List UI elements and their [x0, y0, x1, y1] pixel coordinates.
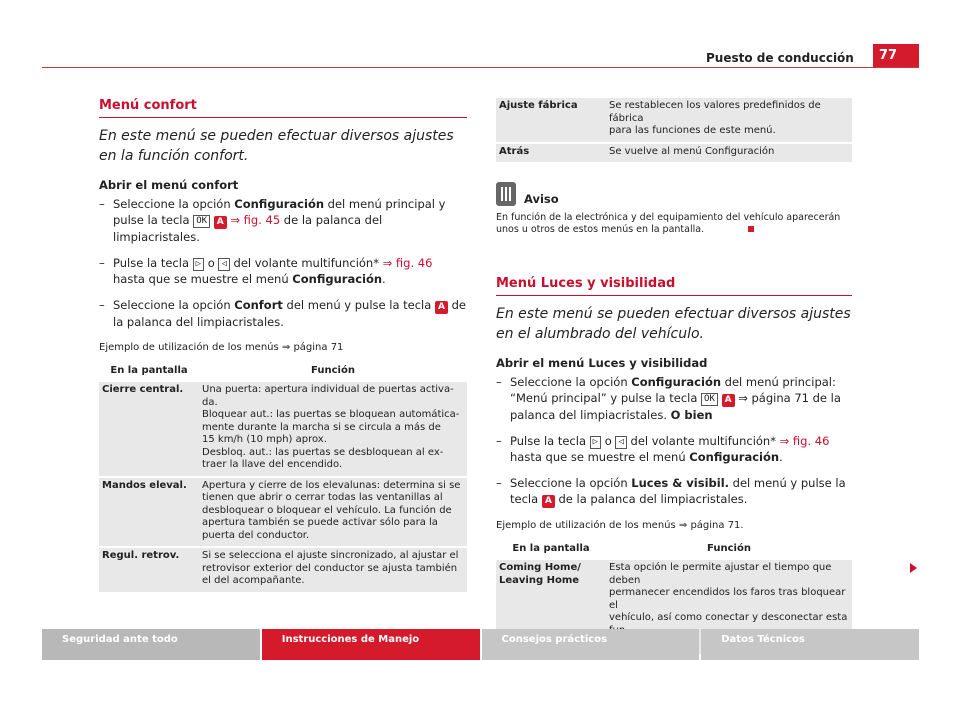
- right-column: [496, 98, 852, 656]
- ok-key-icon: OK: [193, 215, 210, 228]
- menu-option: Configuración: [292, 272, 383, 286]
- cell-line: 15 km/h (10 mph) aprox.: [202, 434, 327, 445]
- footer-nav: [42, 629, 919, 660]
- step-text: del volante multifunción*: [229, 256, 383, 270]
- table-cell-key: Ajuste fábrica: [496, 98, 606, 143]
- intro-confort: En este menú se pueden efectuar diversos ajustes en la función confort.: [99, 128, 454, 164]
- table-row: [99, 547, 467, 593]
- step-text: de la palanca del limpiacristales.: [113, 298, 466, 329]
- cell-line: el del acompañante.: [202, 575, 305, 586]
- step-text: hasta que se muestre el menú: [113, 272, 293, 286]
- cell-line: permanecer encendidos los faros tras bloquear el: [609, 587, 846, 611]
- cell-line: Apertura y cierre de los elevalunas: determina si se: [202, 479, 461, 491]
- or-label: O bien: [670, 408, 713, 422]
- menu-option: Confort: [234, 298, 283, 312]
- step-dash: –: [496, 476, 502, 490]
- menu-option: Luces & visibil.: [631, 476, 730, 490]
- table-header-pantalla: En la pantalla: [110, 365, 188, 376]
- step-dash: –: [496, 375, 502, 389]
- notice-line: unos u otros de estos menús en la pantalla.: [496, 224, 705, 235]
- table-cell-key: Mandos eleval.: [99, 477, 199, 548]
- cell-line: desbloquear o bloquear el vehículo. La función de: [202, 504, 452, 516]
- confort-table-continued: [496, 98, 852, 164]
- step-text: Pulse la tecla: [113, 256, 193, 270]
- example-reference[interactable]: Ejemplo de utilización de los menús ⇒ página 71.: [496, 520, 744, 531]
- cell-line: Leaving Home: [499, 574, 580, 586]
- confort-table: [99, 363, 467, 594]
- step-text: del menú y pulse la tecla: [282, 298, 435, 312]
- button-a-badge: A: [722, 394, 735, 407]
- step-text: de la palanca del limpiacristales.: [554, 492, 748, 506]
- section-title-confort: Menú confort: [99, 98, 467, 118]
- step-text: Seleccione la opción: [113, 197, 235, 211]
- table-cell-value: [606, 98, 852, 143]
- step-item: [496, 374, 852, 423]
- step-text: ⇒ página 71 de la palanca del limpiacristales.: [510, 391, 841, 422]
- step-dash: –: [496, 434, 502, 448]
- cell-line: Coming Home/: [499, 562, 581, 573]
- right-arrow-key-icon: ▷: [193, 258, 204, 271]
- cell-line: Se vuelve al menú Configuración: [609, 145, 775, 157]
- cell-line: mente durante la marcha si se circula a más de: [202, 421, 441, 433]
- cell-line: apertura también se puede activar sólo para la: [202, 517, 438, 528]
- example-reference[interactable]: Ejemplo de utilización de los menús ⇒ página 71: [99, 342, 344, 353]
- subheading-luces: Abrir el menú Luces y visibilidad: [496, 356, 708, 370]
- step-text: del menú y pulse la tecla: [510, 476, 846, 506]
- footer-tab-consejos[interactable]: Consejos prácticos: [482, 629, 700, 660]
- step-item: [99, 196, 467, 245]
- notice-label: Aviso: [524, 192, 559, 206]
- cell-line: para las funciones de este menú.: [609, 125, 776, 136]
- menu-option: Configuración: [234, 197, 325, 211]
- step-text: .: [779, 450, 783, 464]
- cell-line: retrovisor exterior del conductor se ajusta también: [202, 562, 458, 574]
- section-end-marker: [748, 226, 754, 232]
- step-text: hasta que se muestre el menú: [510, 450, 690, 464]
- table-row: [496, 98, 852, 143]
- cell-line: Desbloq. aut.: las puertas se desbloquean al ex-: [202, 446, 444, 458]
- figure-link[interactable]: ⇒ fig. 45: [230, 213, 281, 227]
- notice-line: En función de la electrónica y del equipamiento del vehículo aparecerán: [496, 212, 841, 223]
- table-cell-value: [606, 143, 852, 164]
- step-text: del volante multifunción*: [626, 434, 780, 448]
- table-header-funcion: Función: [707, 543, 751, 554]
- ok-key-icon: OK: [701, 393, 718, 406]
- step-text: o: [204, 256, 219, 270]
- step-text: Seleccione la opción: [113, 298, 235, 312]
- cell-line: Bloquear aut.: las puertas se bloquean automática-: [202, 409, 460, 420]
- right-arrow-key-icon: ▷: [590, 436, 601, 449]
- notice-icon: [496, 182, 516, 206]
- continue-arrow-icon: [910, 563, 917, 573]
- footer-tab-datos[interactable]: Datos Técnicos: [701, 629, 919, 660]
- table-cell-value: [199, 547, 467, 593]
- figure-link[interactable]: ⇒ fig. 46: [779, 434, 830, 448]
- table-row: [99, 477, 467, 548]
- figure-link[interactable]: ⇒ fig. 46: [382, 256, 433, 270]
- table-cell-value: [199, 382, 467, 477]
- step-text: de la palanca del limpiacristales.: [113, 213, 383, 244]
- table-header-pantalla: En la pantalla: [512, 543, 590, 554]
- cell-line: Una puerta: apertura individual de puertas activa-: [202, 384, 454, 395]
- cell-line: traer la llave del encendido.: [202, 459, 343, 470]
- step-text: Seleccione la opción: [510, 375, 632, 389]
- step-dash: –: [99, 197, 105, 211]
- cell-line: Si se selecciona el ajuste sincronizado, al ajustar el: [202, 550, 459, 561]
- step-text: Seleccione la opción: [510, 476, 632, 490]
- step-text: Pulse la tecla: [510, 434, 590, 448]
- step-text: .: [382, 272, 386, 286]
- menu-option: Configuración: [631, 375, 722, 389]
- section-title-luces: Menú Luces y visibilidad: [496, 276, 852, 296]
- header-divider: [42, 67, 919, 68]
- notice-block: [496, 182, 852, 206]
- subheading-confort: Abrir el menú confort: [99, 178, 239, 192]
- cell-line: tienen que abrir o cerrar todas las ventanillas al: [202, 492, 443, 503]
- page-number: 77: [873, 44, 919, 68]
- step-item: [496, 475, 852, 508]
- button-a-badge: A: [435, 301, 448, 314]
- left-arrow-key-icon: ◁: [218, 258, 229, 271]
- table-cell-key: Cierre central.: [99, 382, 199, 477]
- step-item: [99, 297, 467, 330]
- notice-text: [496, 212, 852, 236]
- left-column: [99, 98, 467, 594]
- step-item: [99, 255, 467, 287]
- cell-line: Se restablecen los valores predefinidos de fábrica: [609, 100, 821, 124]
- step-dash: –: [99, 256, 105, 270]
- menu-option: Configuración: [689, 450, 780, 464]
- left-arrow-key-icon: ◁: [615, 436, 626, 449]
- footer-tab-seguridad[interactable]: Seguridad ante todo: [42, 629, 260, 660]
- footer-tab-instrucciones[interactable]: Instrucciones de Manejo: [262, 629, 480, 660]
- table-cell-key: Atrás: [496, 143, 606, 164]
- step-text: del menú principal: “Menú principal” y pulse la tecla: [510, 375, 836, 405]
- table-row: [99, 382, 467, 477]
- button-a-badge: A: [542, 495, 555, 508]
- button-a-badge: A: [214, 216, 227, 229]
- step-dash: –: [99, 298, 105, 312]
- cell-line: da.: [202, 396, 218, 408]
- cell-line: vehículo, así como conectar y desconectar esta: [609, 612, 848, 623]
- step-text: o: [601, 434, 616, 448]
- table-row: [496, 143, 852, 164]
- table-cell-key: Regul. retrov.: [99, 547, 199, 593]
- step-item: [496, 433, 852, 465]
- step-text: del menú principal y pulse la tecla: [113, 197, 446, 227]
- cell-line: Esta opción le permite ajustar el tiempo que deben: [609, 562, 832, 586]
- intro-luces: En este menú se pueden efectuar diversos ajustes en el alumbrado del vehículo.: [496, 306, 851, 342]
- header-title: Puesto de conducción: [706, 51, 854, 65]
- cell-line: puerta del conductor.: [202, 529, 310, 541]
- table-header-funcion: Función: [311, 365, 355, 376]
- table-cell-value: [199, 477, 467, 548]
